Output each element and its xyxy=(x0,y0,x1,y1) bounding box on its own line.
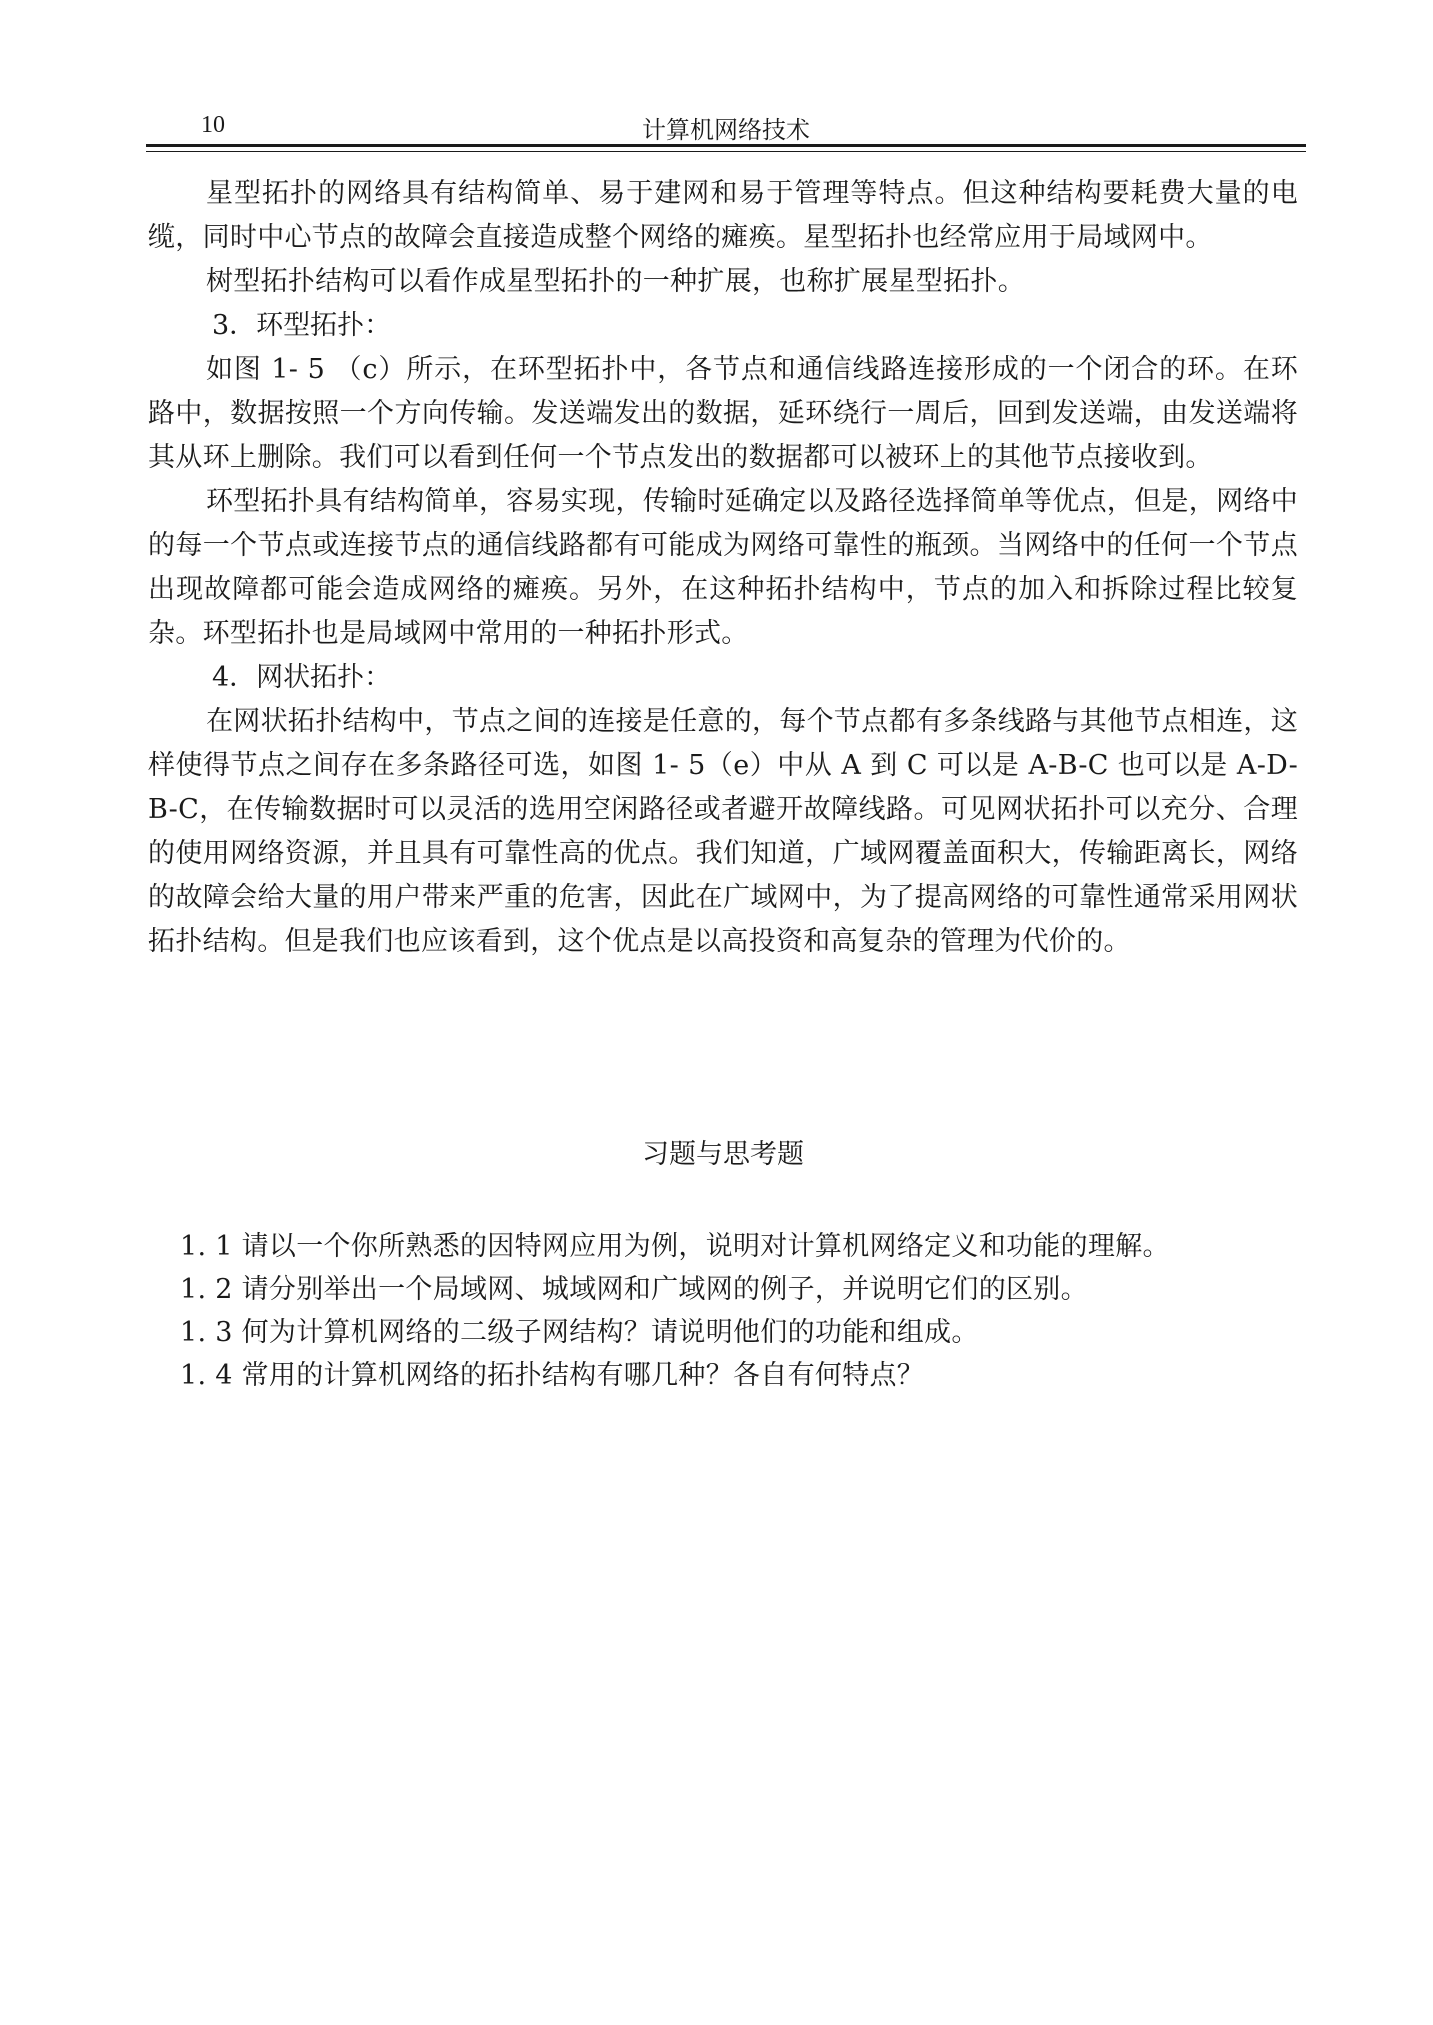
exercise-item: 1. 2 请分别举出一个局域网、城域网和广域网的例子，并说明它们的区别。 xyxy=(180,1274,1088,1305)
exercise-list xyxy=(180,1225,1280,1397)
exercise-item: 1. 4 常用的计算机网络的拓扑结构有哪几种？各自有何特点？ xyxy=(180,1360,925,1391)
paragraph-ring-description: 如图 1- 5 （c）所示，在环型拓扑中，各节点和通信线路连接形成的一个闭合的环。在环路中，数据按照一个方向传输。发送端发出的数据，延环绕行一周后，回到发送端，由发送端将其从环上删除。我们可以看到任何一个节点发出的数据都可以被环上的其他节点接收到。 xyxy=(148,354,1298,473)
page-header xyxy=(146,108,1306,148)
body-text xyxy=(148,172,1298,964)
header-rule-thick xyxy=(146,144,1306,147)
paragraph-star-topology: 星型拓扑的网络具有结构简单、易于建网和易于管理等特点。但这种结构要耗费大量的电缆，同时中心节点的故障会直接造成整个网络的瘫痪。星型拓扑也经常应用于局域网中。 xyxy=(148,178,1298,253)
exercise-item: 1. 3 何为计算机网络的二级子网结构？请说明他们的功能和组成。 xyxy=(180,1317,979,1348)
paragraph-ring-properties: 环型拓扑具有结构简单，容易实现，传输时延确定以及路径选择简单等优点，但是，网络中的每一个节点或连接节点的通信线路都有可能成为网络可靠性的瓶颈。当网络中的任何一个节点出现故障都可能会造成网络的瘫痪。另外，在这种拓扑结构中，节点的加入和拆除过程比较复杂。环型拓扑也是局域网中常用的一种拓扑形式。 xyxy=(148,486,1298,649)
page-number: 10 xyxy=(201,112,225,138)
paragraph-mesh-description: 在网状拓扑结构中，节点之间的连接是任意的，每个节点都有多条线路与其他节点相连，这样使得节点之间存在多条路径可选，如图 1- 5（e）中从 A 到 C 可以是 A-B-C 也可以是 A-D-B-C，在传输数据时可以灵活的选用空闲路径或者避开故障线路。可见网状拓扑可以充分、合理的使用网络资源，并且具有可靠性高的优点。我们知道，广域网覆盖面积大，传输距离长，网络的故障会给大量的用户带来严重的危害，因此在广域网中，为了提高网络的可靠性通常采用网状拓扑结构。但是我们也应该看到，这个优点是以高投资和高复杂的管理为代价的。 xyxy=(148,706,1298,957)
exercise-item: 1. 1 请以一个你所熟悉的因特网应用为例，说明对计算机网络定义和功能的理解。 xyxy=(180,1231,1170,1262)
paragraph-tree-topology: 树型拓扑结构可以看作成星型拓扑的一种扩展，也称扩展星型拓扑。 xyxy=(206,266,1025,297)
header-rule-thin xyxy=(146,151,1306,152)
heading-mesh-topology: 4．网状拓扑： xyxy=(212,662,392,693)
running-title: 计算机网络技术 xyxy=(642,116,810,144)
heading-ring-topology: 3．环型拓扑： xyxy=(212,310,392,341)
exercises-title: 习题与思考题 xyxy=(642,1139,804,1170)
